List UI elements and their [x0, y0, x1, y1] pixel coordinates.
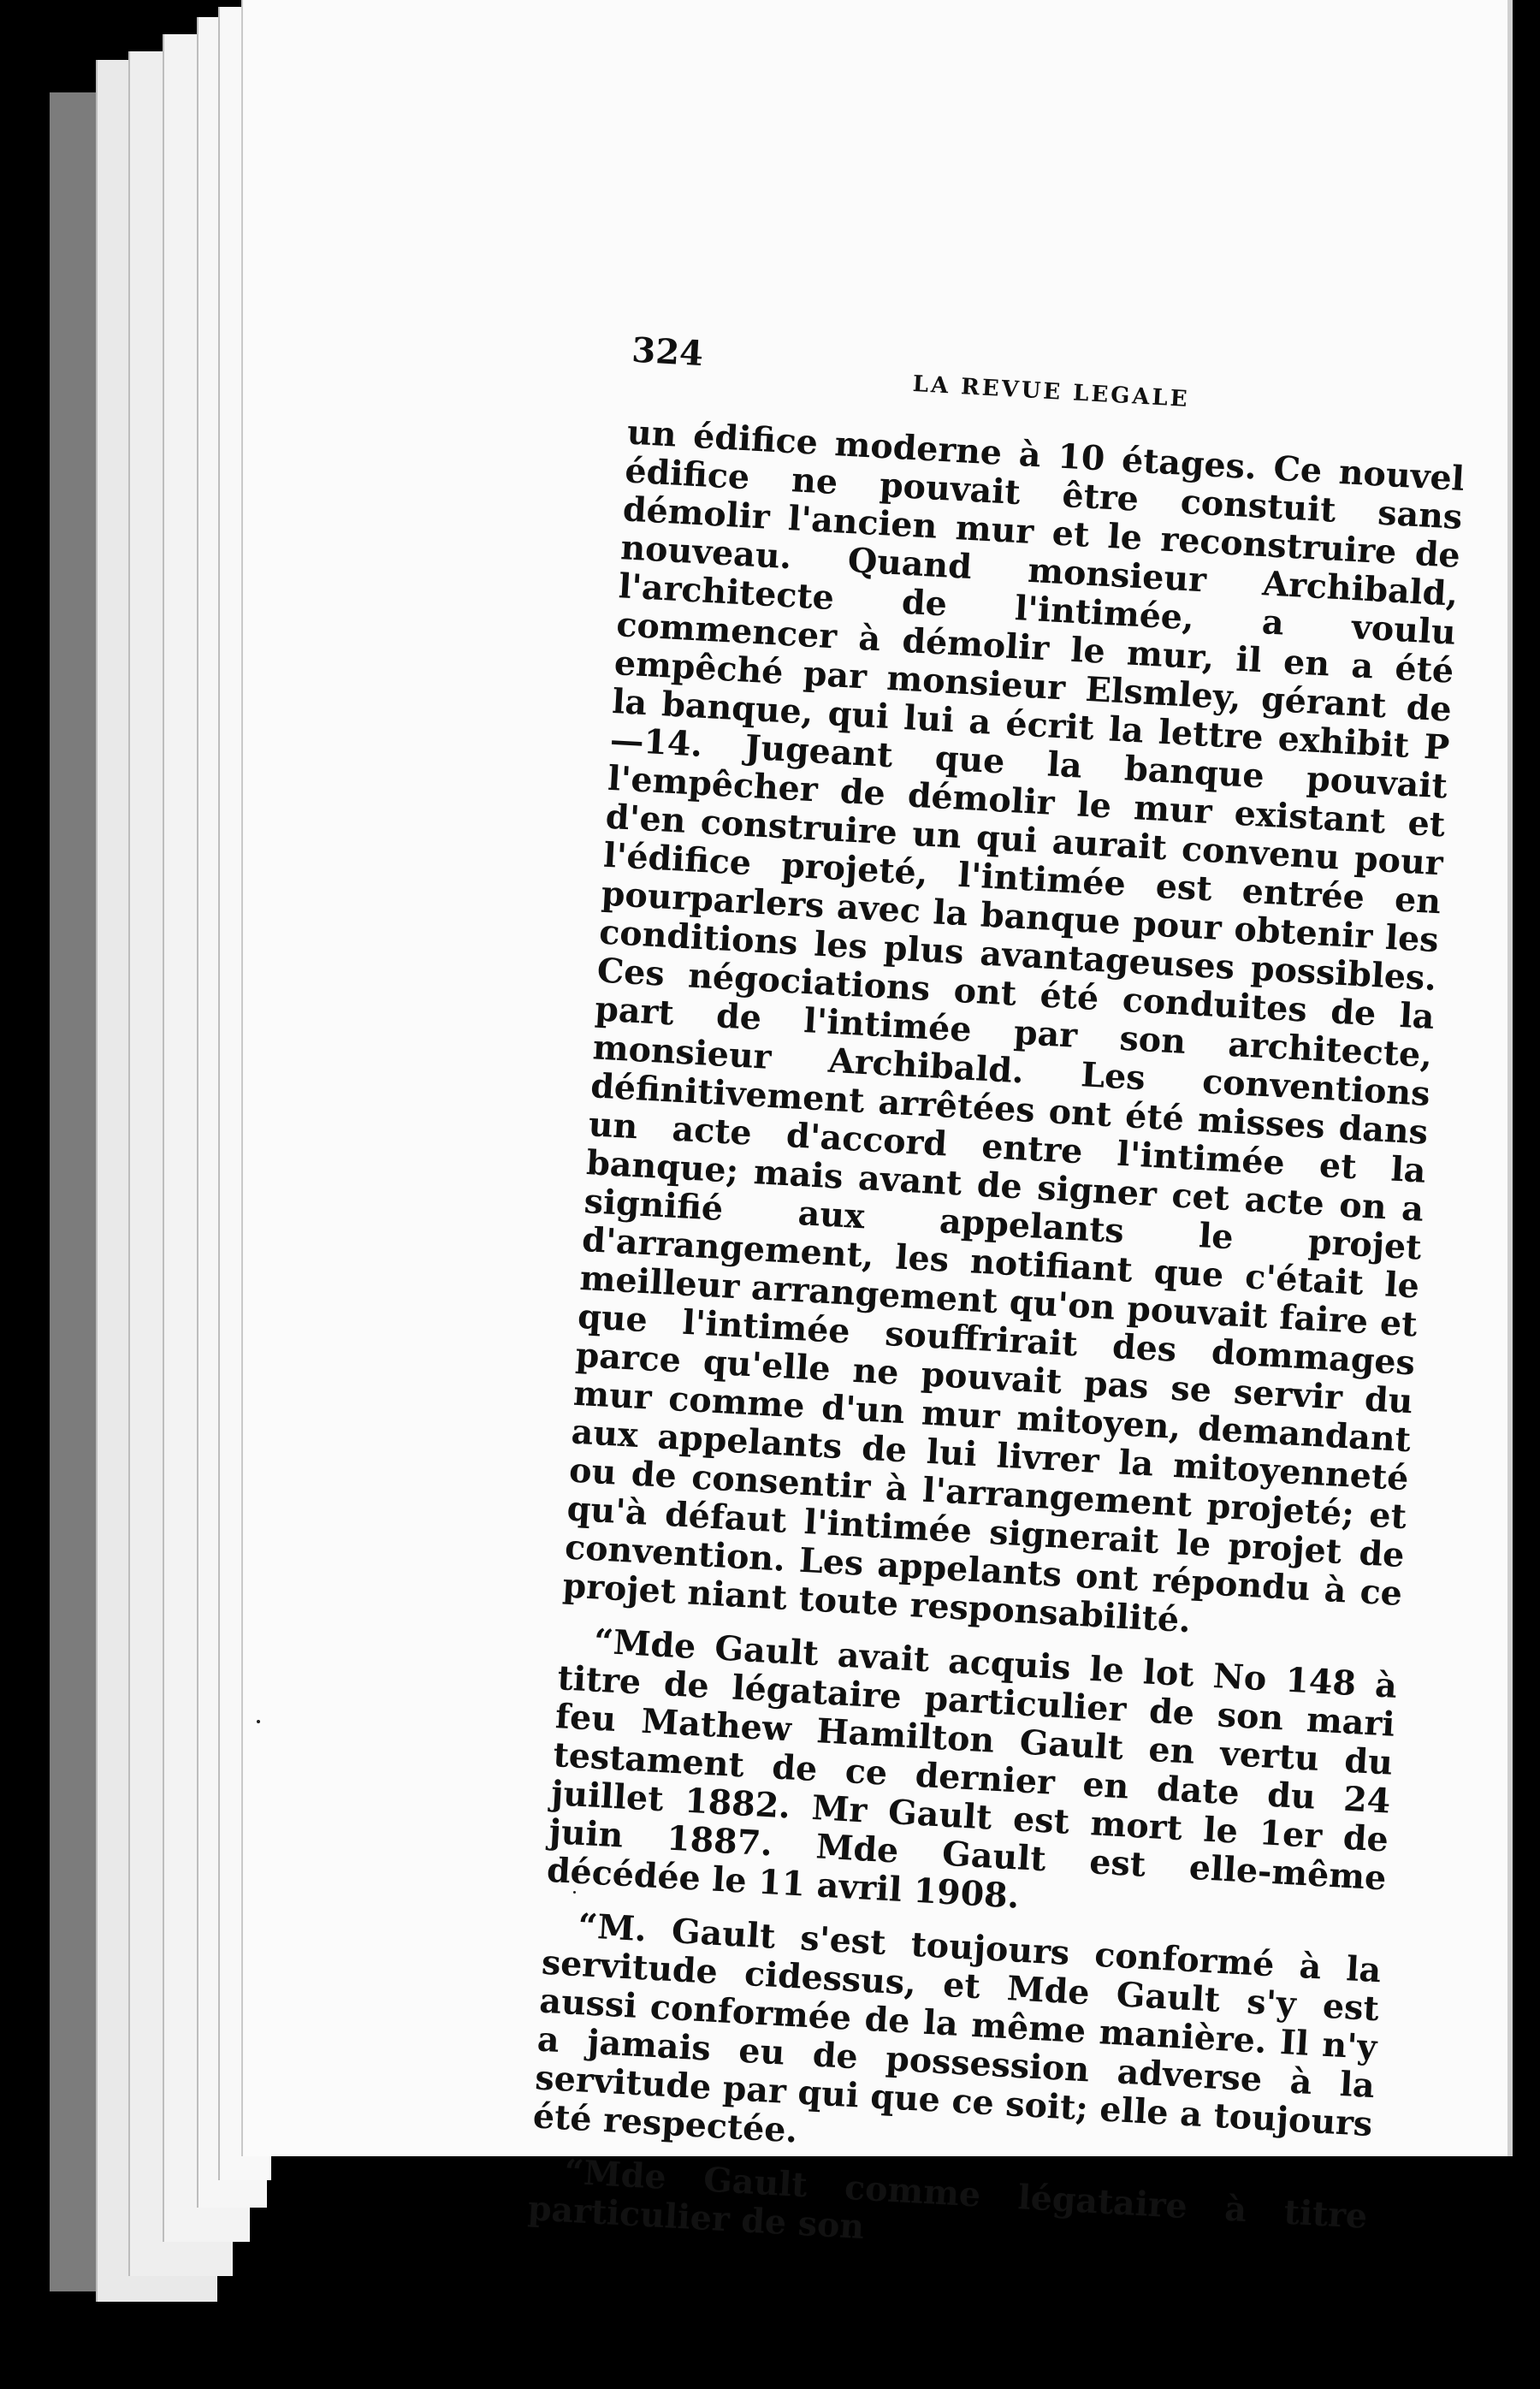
paragraph: “Mde Gault avait acquis le lot No 148 à titre de légataire particulier de son mari feu Mathew Hamilton Gault en vertu du testament de ce dernier en date du 24 juillet 1882. Mr Gault est mort le 1er de juin 1887. Mde Gault est elle-même décédée le 11 avril 1908. [545, 1621, 1399, 1917]
dust-speck [257, 1720, 260, 1723]
paragraph: “Mde Gault comme légataire à titre particulier de son [526, 2152, 1369, 2248]
body-text [527, 413, 1466, 2274]
page-number: 324 [631, 329, 705, 375]
running-head: LA REVUE LEGALE [911, 371, 1191, 413]
page-edge-shadow [1507, 0, 1513, 2156]
paragraph: un édifice moderne à 10 étages. Ce nouvel édifice ne pouvait être constuit sans démolir l'ancien mur et le reconstruire de nouveau. Quand monsieur Archibald, l'architecte de l'intimée, a voulu commencer à démolir le mur, il en a été empêché par monsieur Elsmley, gérant de la banque, qui lui a écrit la lettre exhibit P—14. Jugeant que la banque pouvait l'empêcher de démolir le mur existant et d'en construire un qui aurait convenu pour l'édifice projeté, l'intimée est entrée en pourparlers avec la banque pour obtenir les conditions les plus avantageuses possibles. Ces négociations ont été conduites de la part de l'intimée par son architecte, monsieur Archibald. Les conventions définitivement arrêtées ont été misses dans un acte d'accord entre l'intimée et la banque; mais avant de signer cet acte on a signifié aux appelants le projet d'arrangement, les notifiant que c'était le meilleur arrangement qu'on pouvait faire et que l'intimée souffrirait des dommages parce qu'elle ne pouvait pas se servir du mur comme d'un mur mitoyen, demandant aux appelants de lui livrer la mitoyenneté ou de consentir à l'arrangement projeté; et qu'à défaut l'intimée signerait le projet de convention. Les appelants ont répondu à ce projet niant toute responsabilité. [561, 412, 1466, 1641]
paragraph: “M. Gault s'est toujours conformé à la servitude cidessus, et Mde Gault s'y est aussi conformée de la même manière. Il n'y a jamais eu de possession adverse à la servitude par qui que ce soit; elle a toujours été respectée. [531, 1906, 1383, 2151]
